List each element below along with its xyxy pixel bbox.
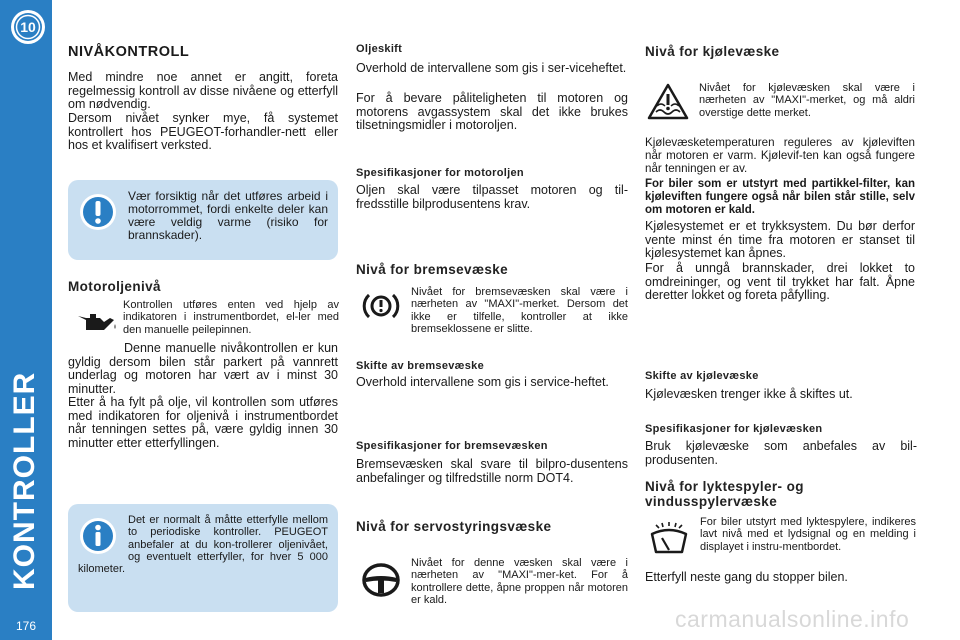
oil-spec-heading: Spesifikasjoner for motoroljen [356,167,524,179]
brake-change-paragraph: Overhold intervallene som gis i service-heftet. [356,375,609,389]
brake-fluid-heading: Nivå for bremsevæske [356,262,509,277]
coolant-warning-icon [646,82,690,124]
coolant-paragraph-2: Kjølesystemet er et trykksystem. Du bør derfor vente minst én time fra motoren er stanset til kjølesystemet kan åpnes. [645,219,915,260]
coolant-spec-paragraph: Bruk kjølevæske som anbefales av bil-produsenten. [645,439,917,467]
oil-change-heading: Oljeskift [356,43,403,55]
oil-level-paragraph-2: Etter å ha fylt på olje, vil kontrollen som utføres med indikatoren for oljenivå i instrumentbordet når tenningen settes på, være gyldig innen 30 minutter etter etterfyllingen. [68,395,338,450]
intro-paragraph-1: Med mindre noe annet er angitt, foreta regelmessig kontroll av disse nivåene og etterfyll om nødvendig. [68,70,338,111]
warning-text: Vær forsiktig når det utføres arbeid i motorrommet, fordi enkelte deler kan være veldig varme (risiko for brannskader). [128,189,328,242]
coolant-paragraph-3: For å unngå brannskader, drei lokket to omdreininger, og vent til trykket har falt. Åpne deretter lokket og foreta påfylling. [645,261,915,302]
intro-paragraph-2: Dersom nivået synker mye, få systemet kontrollert hos PEUGEOT-forhandler-nett eller hos et kvalifisert verksted. [68,111,338,152]
coolant-heading: Nivå for kjølevæske [645,44,780,59]
chapter-badge-icon [10,9,46,45]
oil-spec-paragraph: Oljen skal være tilpasset motoren og til-fredsstille bilprodusentens krav. [356,183,628,211]
windscreen-washer-icon [648,520,690,558]
chapter-title: KONTROLLER [8,371,41,590]
steering-fluid-heading: Nivå for servostyringsvæske [356,519,552,534]
info-box [68,504,338,612]
info-text: Det er normalt å måtte etterfylle mellom to periodiske kontroller. PEUGEOT anbefaler at du kon-trollerer oljenivået, og eventuelt etterfyller, for hver 5 000 kilometer. [78,514,328,576]
brake-fluid-note: Nivået for bremsevæsken skal være i nærheten av "MAXI"-merket. Dersom det ikke er tilfelle, kontroller at ikke bremseklossene er slitte. [411,286,628,335]
brake-warning-icon [361,290,401,322]
coolant-bold-paragraph: For biler som er utstyrt med partikkel-filter, kan kjøleviften fungere også når bilen står stille, selv om motoren er kald. [645,178,915,216]
oil-change-paragraph-1: Overhold de intervallene som gis i ser-viceheftet. [356,61,627,75]
coolant-paragraph-1: Kjølevæsketemperaturen reguleres av kjøleviften når motoren er varm. Kjølevif-ten kan også fungere når tenningen er av. [645,136,915,175]
section-title [68,44,189,60]
brake-spec-paragraph: Bremsevæsken skal svare til bilpro-dusentens anbefalinger og tilfredstille norm DOT4. [356,457,628,485]
oil-change-paragraph-2: For å bevare påliteligheten til motoren og motorens avgassystem skal det ikke brukes tilsetningsmidler i motoroljen. [356,91,628,132]
main-heading: NIVÅKONTROLL [68,44,190,60]
oil-level-note: Kontrollen utføres enten ved hjelp av indikatoren i instrumentbordet, el-ler med den manuelle peilepinnen. [123,299,339,336]
chapter-sidebar [0,0,52,640]
oil-level-heading: Motoroljenivå [68,279,161,294]
page-number: 176 [0,612,52,640]
coolant-change-paragraph: Kjølevæsken trenger ikke å skiftes ut. [645,387,853,401]
info-icon [78,516,118,556]
oil-can-icon [74,308,118,336]
steering-wheel-icon [360,562,402,598]
warning-exclamation-icon [78,192,118,232]
brake-spec-heading: Spesifikasjoner for bremsevæsken [356,440,548,452]
chapter-number: 10 [20,19,36,35]
coolant-change-heading: Skifte av kjølevæske [645,370,759,382]
watermark: carmanualsonline.info [675,606,910,632]
oil-level-paragraph-1: Denne manuelle nivåkontrollen er kun gyldig dersom bilen står parkert på vannrett underlag og motoren har vært av i minst 30 minutter. [68,341,338,396]
oil-level-heading-wrap [68,279,161,294]
warning-box [68,180,338,260]
brake-change-heading: Skifte av bremsevæske [356,360,484,372]
steering-fluid-note: Nivået for denne væsken skal være i nærheten av "MAXI"-mer-ket. For å kontrollere dette, åpne proppen når motoren er kald. [411,557,628,606]
coolant-note: Nivået for kjølevæsken skal være i nærheten av "MAXI"-merket, og må aldri overstige dette merket. [699,82,915,119]
washer-fluid-paragraph: Etterfyll neste gang du stopper bilen. [645,570,848,584]
washer-fluid-note: For biler utstyrt med lyktespylere, indikeres lavt nivå med et lydsignal og en melding i displayet i instru-mentbordet. [700,516,916,553]
washer-fluid-heading: Nivå for lyktespyler- og vindusspylervæske [645,479,804,509]
coolant-spec-heading: Spesifikasjoner for kjølevæsken [645,423,823,435]
